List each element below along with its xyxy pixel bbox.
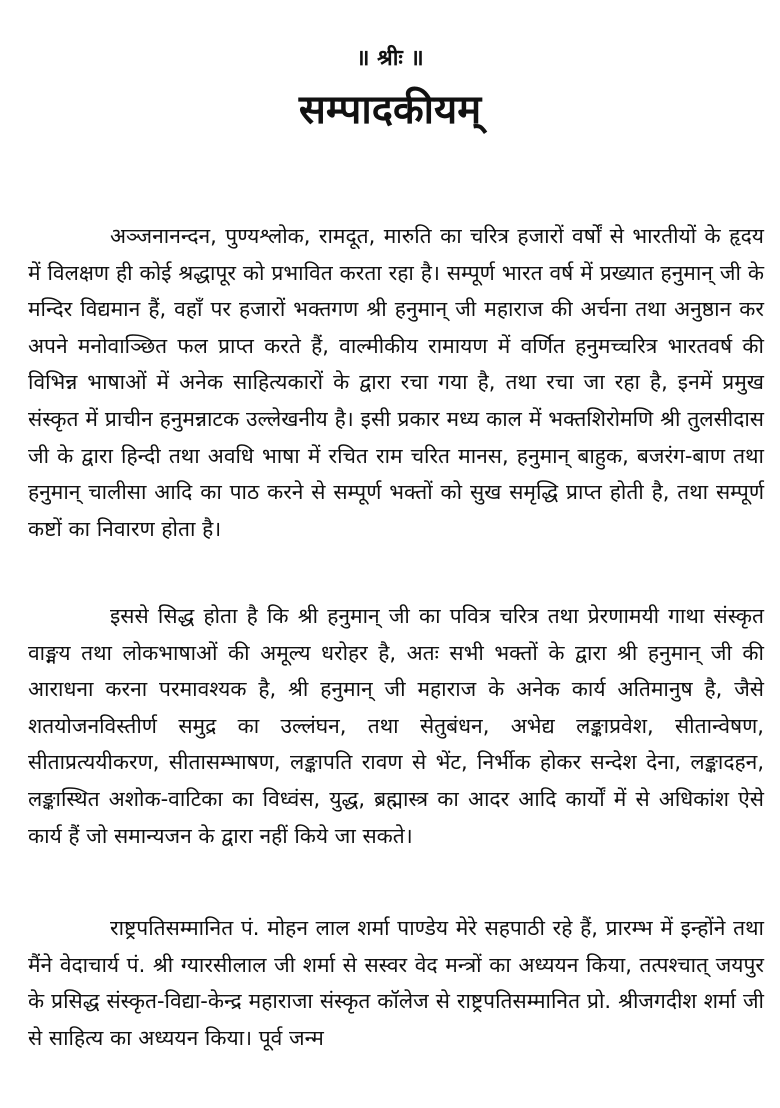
paragraph-3: राष्ट्रपतिसम्मानित पं. मोहन लाल शर्मा पाण्डेय मेरे सहपाठी रहे हैं, प्रारम्भ में इन्होंने तथा मैंने वेदाचार्य पं. श्री ग्यारसीलाल जी शर्मा से सस्वर वेद मन्त्रों का अध्ययन किया, तत्पश्चात् जयपुर के प्रसिद्ध संस्कृत-विद्या-केन्द्र महाराजा संस्कृत कॉलेज से राष्ट्रपतिसम्मानित प्रो. श्रीजगदीश शर्मा जी से साहित्य का अध्ययन किया। पूर्व जन्म [28, 916, 764, 1050]
page-title: सम्पादकीयम् [298, 87, 482, 133]
paragraph-1: अञ्जनानन्दन, पुण्यश्लोक, रामदूत, मारुति का चरित्र हजारों वर्षों से भारतीयों के हृदय में विलक्षण ही कोई श्रद्धापूर को प्रभावित करता रहा है। सम्पूर्ण भारत वर्ष में प्रख्यात हनुमान् जी के मन्दिर विद्यमान हैं, वहाँ पर हजारों भक्तगण श्री हनुमान् जी महाराज की अर्चना तथा अनुष्ठान कर अपने मनोवाञ्छित फल प्राप्त करते हैं, वाल्मीकीय रामायण में वर्णित हनुमच्चरित्र भारतवर्ष की विभिन्न भाषाओं में अनेक साहित्यकारों के द्वारा रचा गया है, तथा रचा जा रहा है, इनमें प्रमुख संस्कृत में प्राचीन हनुमन्नाटक उल्लेखनीय है। इसी प्रकार मध्य काल में भक्तशिरोमणि श्री तुलसीदास जी के द्वारा हिन्दी तथा अवधि भाषा में रचित राम चरित मानस, हनुमान् बाहुक, बजरंग-बाण तथा हनुमान् चालीसा आदि का पाठ करने से सम्पूर्ण भक्तों को सुख समृद्धि प्राप्त होती है, तथा सम्पूर्ण कष्टों का निवारण होता है। [28, 224, 764, 541]
paragraph-2: इससे सिद्ध होता है कि श्री हनुमान् जी का पवित्र चरित्र तथा प्रेरणामयी गाथा संस्कृत वाङ्मय तथा लोकभाषाओं की अमूल्य धरोहर है, अतः सभी भक्तों के द्वारा श्री हनुमान् जी की आराधना करना परमावश्यक है, श्री हनुमान् जी महाराज के अनेक कार्य अतिमानुष है, जैसे शतयोजनविस्तीर्ण समुद्र का उल्लंघन, तथा सेतुबंधन, अभेद्य लङ्काप्रवेश, सीतान्वेषण, सीताप्रत्ययीकरण, सीतासम्भाषण, लङ्कापति रावण से भेंट, निर्भीक होकर सन्देश देना, लङ्कादहन, लङ्कास्थित अशोक-वाटिका का विध्वंस, युद्ध, ब्रह्मास्त्र का आदर आदि कार्यों में से अधिकांश ऐसे कार्य हैं जो समान्यजन के द्वारा नहीं किये जा सकते। [28, 604, 764, 848]
invocation-heading: ॥ श्रीः ॥ [356, 46, 424, 71]
